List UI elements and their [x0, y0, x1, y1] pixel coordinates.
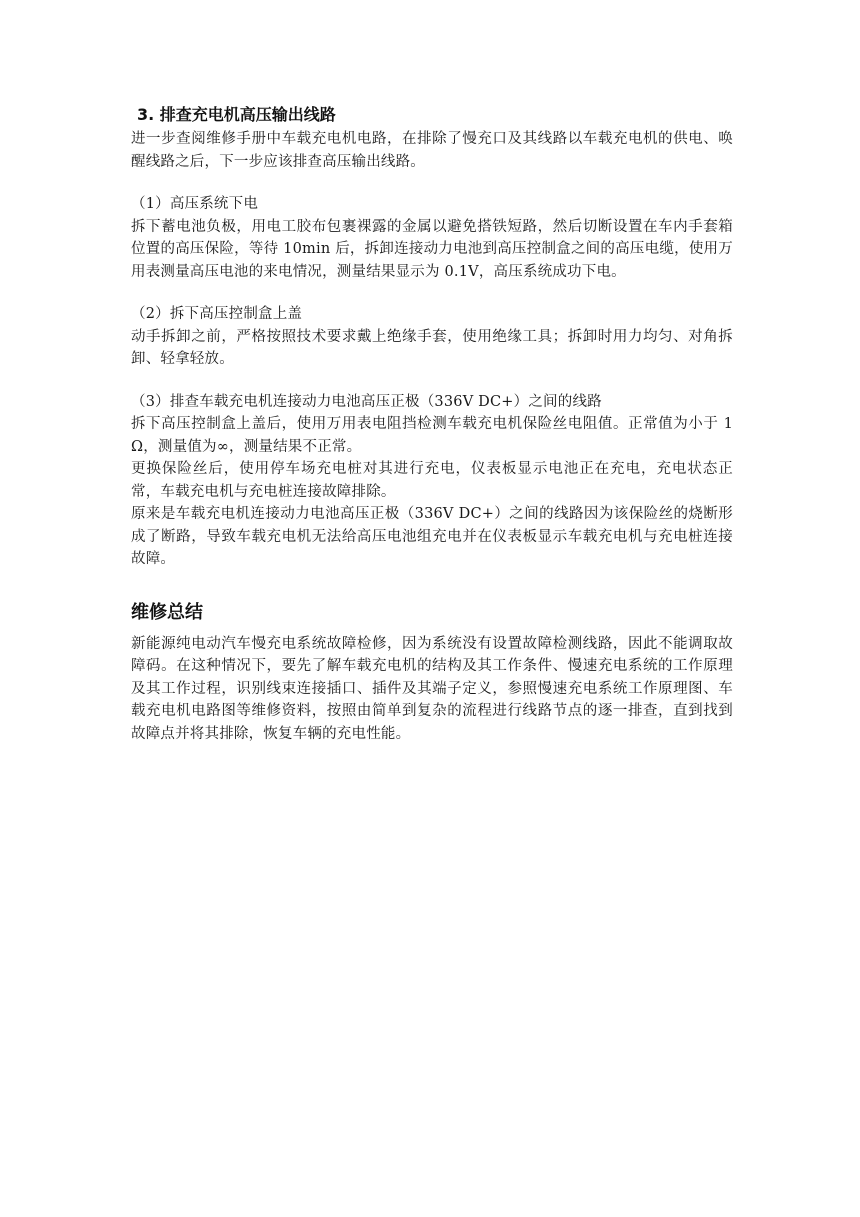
step-3-body-2: 更换保险丝后，使用停车场充电桩对其进行充电，仪表板显示电池正在充电，充电状态正常，车载充电机与充电桩连接故障排除。	[131, 461, 733, 500]
step-3-body-3: 原来是车载充电机连接动力电池高压正极（336V DC+）之间的线路因为该保险丝的烧断形成了断路，导致车载充电机无法给高压电池组充电并在仪表板显示车载充电机与充电桩连接故障。	[131, 506, 733, 567]
summary-heading: 维修总结	[131, 601, 203, 623]
step-2-body: 动手拆卸之前，严格按照技术要求戴上绝缘手套，使用绝缘工具；拆卸时用力均匀、对角拆卸、轻拿轻放。	[131, 328, 733, 367]
step-1-body: 拆下蓄电池负极，用电工胶布包裹裸露的金属以避免搭铁短路，然后切断设置在车内手套箱位置的高压保险，等待 10min 后，拆卸连接动力电池到高压控制盒之间的高压电缆，使用万用表测量高压电池的来电情况，测量结果显示为 0.1V，高压系统成功下电。	[131, 218, 733, 280]
step-2-title: （2）拆下高压控制盒上盖	[131, 306, 303, 322]
step-1-title: （1）高压系统下电	[131, 196, 259, 212]
section-3-heading: 3. 排查充电机高压输出线路	[137, 105, 336, 124]
step-3-body-1: 拆下高压控制盒上盖后，使用万用表电阻挡检测车载充电机保险丝电阻值。正常值为小于 1Ω，测量值为∞，测量结果不正常。	[131, 416, 733, 455]
step-3-title: （3）排查车载充电机连接动力电池高压正极（336V DC+）之间的线路	[131, 393, 602, 410]
document-page	[131, 104, 733, 745]
section-3-intro: 进一步查阅维修手册中车载充电机电路，在排除了慢充口及其线路以车载充电机的供电、唤醒线路之后，下一步应该排查高压输出线路。	[131, 131, 733, 170]
summary-body: 新能源纯电动汽车慢充电系统故障检修，因为系统没有设置故障检测线路，因此不能调取故障码。在这种情况下，要先了解车载充电机的结构及其工作条件、慢速充电系统的工作原理及其工作过程，识别线束连接插口、插件及其端子定义，参照慢速充电系统工作原理图、车载充电机电路图等维修资料，按照由简单到复杂的流程进行线路节点的逐一排查，直到找到故障点并将其排除，恢复车辆的充电性能。	[131, 635, 733, 742]
